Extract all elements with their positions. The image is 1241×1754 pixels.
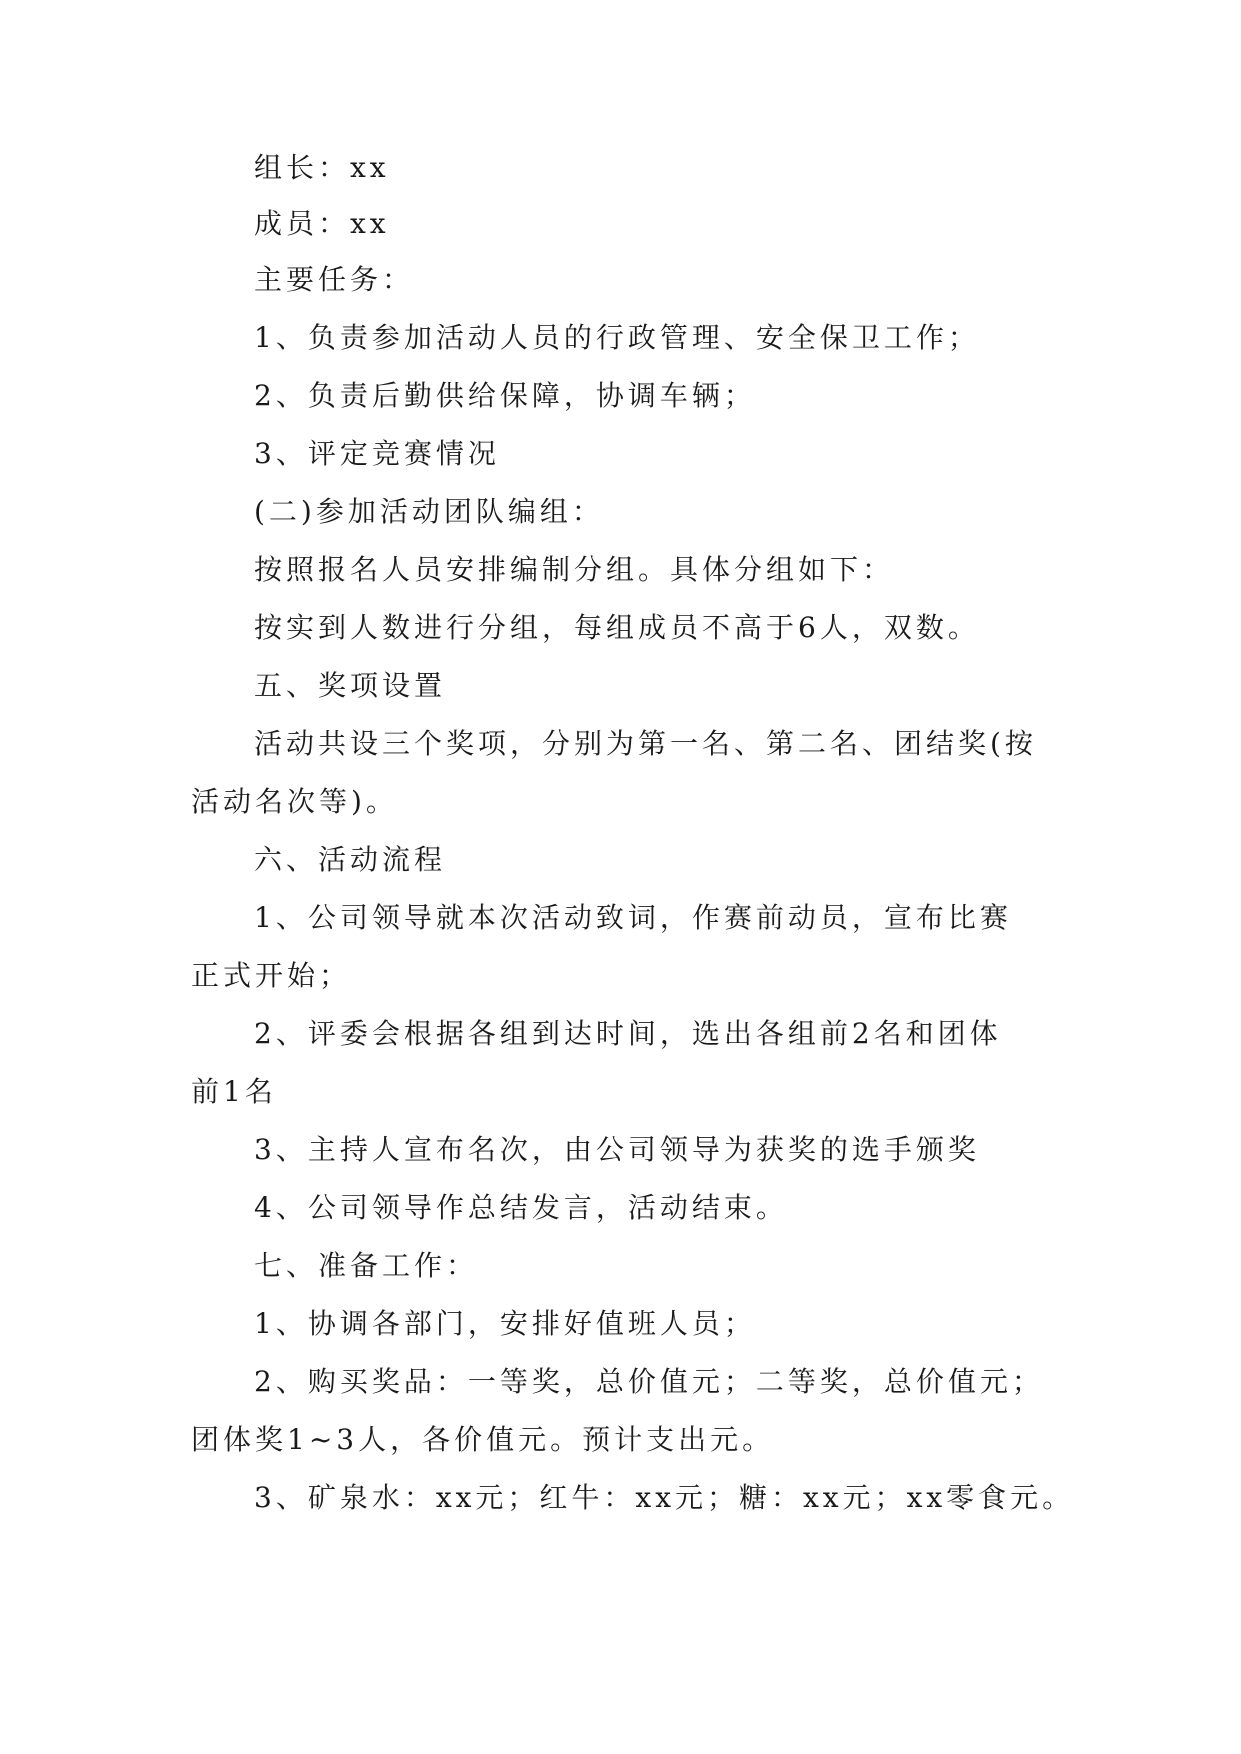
- process-item-2-line-1: 2、评委会根据各组到达时间，选出各组前2名和团体: [254, 1017, 1002, 1050]
- process-heading: 六、活动流程: [254, 843, 447, 876]
- grouping-paragraph-1: 按照报名人员安排编制分组。具体分组如下：: [254, 553, 895, 586]
- process-item-4: 4、公司领导作总结发言，活动结束。: [254, 1191, 788, 1224]
- task-item-2: 2、负责后勤供给保障，协调车辆；: [254, 379, 756, 412]
- team-grouping-heading: (二)参加活动团队编组：: [254, 495, 604, 528]
- preparation-item-2-line-2: 团体奖1~3人，各价值元。预计支出元。: [191, 1423, 775, 1456]
- grouping-paragraph-2: 按实到人数进行分组，每组成员不高于6人，双数。: [254, 611, 980, 644]
- preparation-heading: 七、准备工作：: [254, 1249, 479, 1282]
- preparation-item-1: 1、协调各部门，安排好值班人员；: [254, 1307, 756, 1340]
- members-line: 成员：xx: [254, 207, 390, 240]
- task-item-3: 3、评定竞赛情况: [254, 437, 500, 470]
- process-item-1-line-2: 正式开始；: [191, 959, 352, 992]
- leader-line: 组长：xx: [254, 151, 390, 184]
- awards-heading: 五、奖项设置: [254, 669, 447, 702]
- process-item-1-line-1: 1、公司领导就本次活动致词，作赛前动员，宣布比赛: [254, 901, 1012, 934]
- awards-paragraph-line-2: 活动名次等)。: [191, 785, 398, 818]
- process-item-2-line-2: 前1名: [191, 1075, 277, 1108]
- process-item-3: 3、主持人宣布名次，由公司领导为获奖的选手颁奖: [254, 1133, 980, 1166]
- awards-paragraph-line-1: 活动共设三个奖项，分别为第一名、第二名、团结奖(按: [254, 727, 1037, 760]
- preparation-item-2-line-1: 2、购买奖品：一等奖，总价值元；二等奖，总价值元；: [254, 1365, 1044, 1398]
- main-tasks-heading: 主要任务：: [254, 263, 415, 296]
- preparation-item-3: 3、矿泉水：xx元；红牛：xx元；糖：xx元；xx零食元。: [254, 1481, 1075, 1514]
- task-item-1: 1、负责参加活动人员的行政管理、安全保卫工作；: [254, 321, 980, 354]
